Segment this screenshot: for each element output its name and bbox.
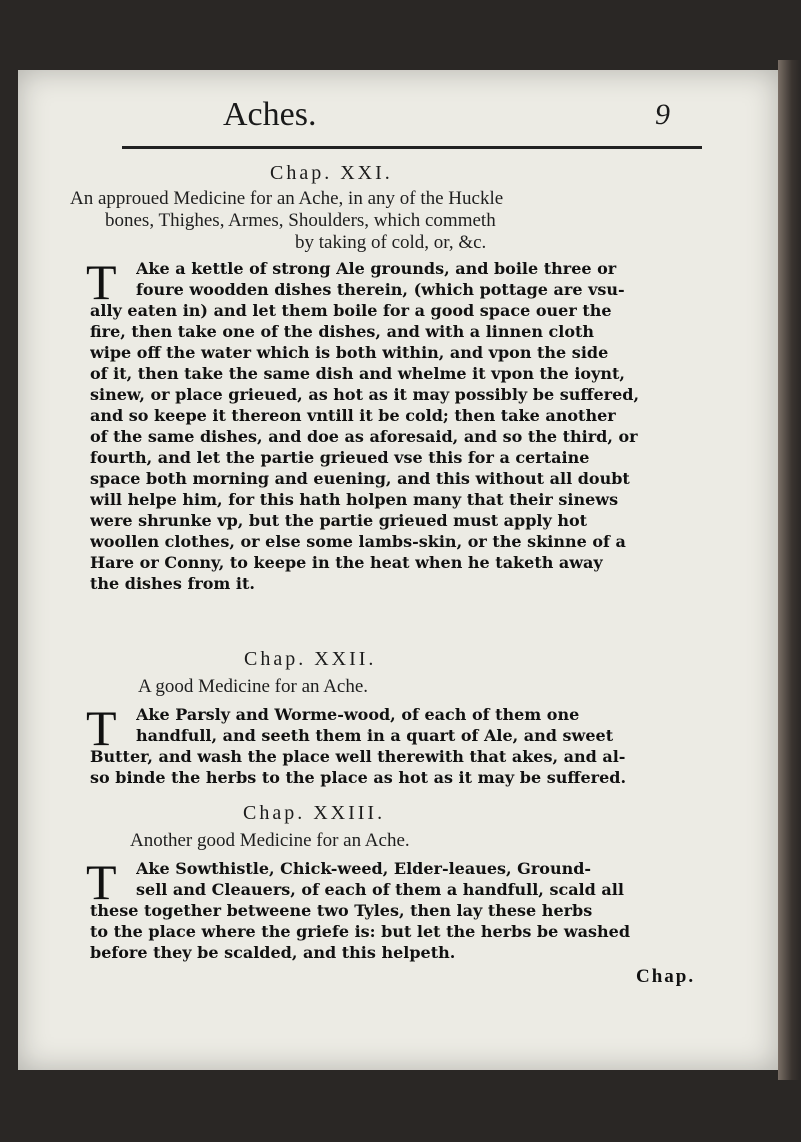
chapter-text: these together betweene two Tyles, then lay these herbs to the place where the griefe is: but let the herbs be washed before they be scalded, and this helpeth. [90,901,631,962]
chapter-text: ally eaten in) and let them boile for a good space ouer the fire, then take one of the dishes, and with a linnen cloth wipe off the water which is both within, and vpon the side of it, then take the same dish and whelme it vpon the ioynt, sinew, or place grieued, as hot as it may possibly be suffered, and so keepe it thereon vntill it be cold; then take another of the same dishes, and doe as aforesaid, and so the third, or fourth, and let the partie grieued vse this for a certaine space both morning and euening, and this without all doubt will helpe him, for this hath holpen many that their sinews were shrunke vp, but the partie grieued must apply hot woollen clothes, or else some lambs-skin, or the skinne of a Hare or Conny, to keepe in the heat when he taketh away the dishes from it. [90,301,640,593]
book-edge [778,60,801,1080]
chapter-text: Ake a kettle of strong Ale grounds, and boile three or foure woodden dishes therein, (which pottage are vsu- [136,259,625,299]
drop-initial: T [86,854,117,910]
chapter-heading: Chap. XXIII. [243,802,386,824]
chapter-text: Ake Sowthistle, Chick-weed, Elder-leaues, Ground- sell and Cleauers, of each of them a handfull, scald all [136,859,624,899]
drop-initial: T [86,254,117,310]
chapter-text: Butter, and wash the place well therewith that akes, and al- so binde the herbs to the place as hot as it may be suffered. [90,747,627,787]
header-rule [122,146,702,149]
chapter-heading: Chap. XXI. [270,162,393,184]
page-number: 9 [655,98,670,131]
drop-initial: T [86,700,117,756]
chapter-subtitle: Another good Medicine for an Ache. [130,830,410,851]
chapter-text: Ake Parsly and Worme-wood, of each of them one handfull, and seeth them in a quart of Ale, and sweet [136,705,614,745]
chapter-subtitle: An approued Medicine for an Ache, in any of the Huckle bones, Thighes, Armes, Shoulders, which commeth by taking of cold, or, &c. [70,188,504,253]
book-page [18,70,778,1070]
running-title: Aches. [223,96,317,133]
running-head [18,96,778,136]
chapter-heading: Chap. XXII. [244,648,377,670]
catchword: Chap. [636,966,696,987]
chapter-subtitle: A good Medicine for an Ache. [138,676,369,697]
